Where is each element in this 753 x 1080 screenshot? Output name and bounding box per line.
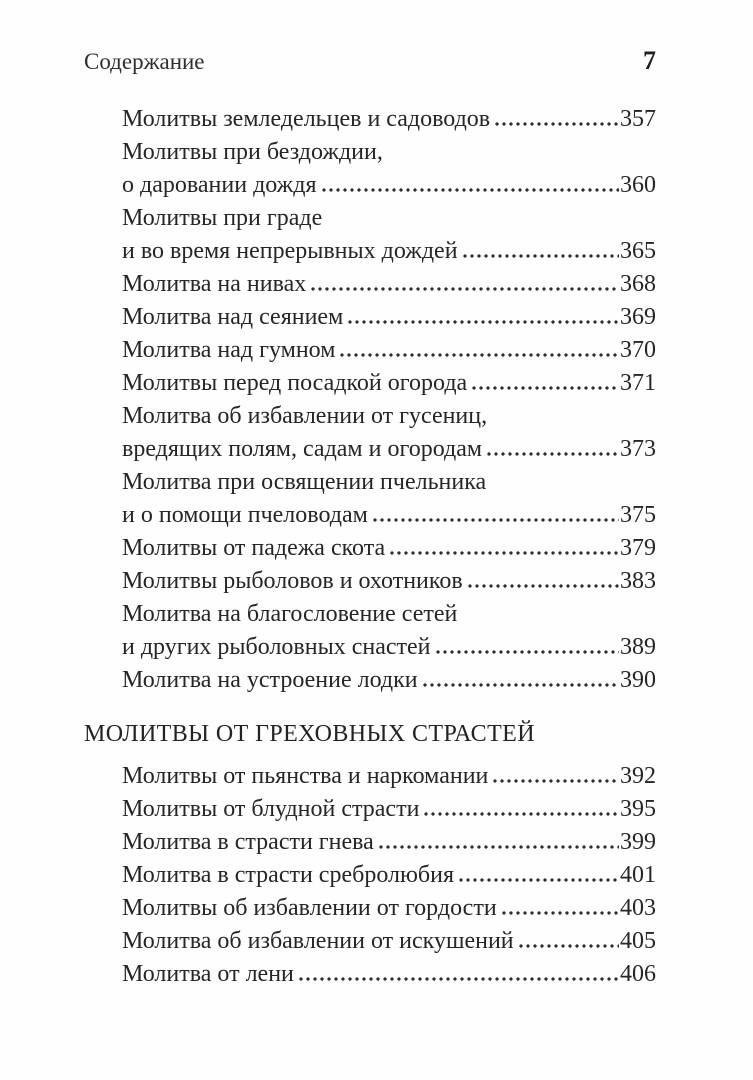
toc-entry-line bbox=[84, 499, 656, 532]
toc-entry-line bbox=[84, 334, 656, 367]
dot-leader bbox=[390, 551, 619, 555]
toc-entry-line bbox=[84, 631, 656, 664]
toc-entry-line bbox=[84, 268, 656, 301]
dot-leader bbox=[519, 944, 619, 948]
toc-entry-line bbox=[84, 760, 656, 793]
entry-page-number: 389 bbox=[620, 634, 656, 660]
entry-title: Молитвы от падежа скота bbox=[122, 535, 386, 561]
entry-page-number: 395 bbox=[620, 796, 656, 822]
toc-entry[interactable] bbox=[84, 826, 656, 859]
entry-page-number: 360 bbox=[620, 172, 656, 198]
toc-entry[interactable] bbox=[84, 136, 656, 202]
toc-entry[interactable] bbox=[84, 367, 656, 400]
entry-title: Молитвы от пьянства и наркомании bbox=[122, 763, 489, 789]
toc-entry[interactable] bbox=[84, 664, 656, 697]
toc-entry[interactable] bbox=[84, 892, 656, 925]
toc-entry-line bbox=[84, 892, 656, 925]
toc-entry-line bbox=[84, 925, 656, 958]
entry-title: вредящих полям, садам и огородам bbox=[122, 436, 483, 462]
entry-page-number: 370 bbox=[620, 337, 656, 363]
entry-page-number: 403 bbox=[620, 895, 656, 921]
entry-page-number: 383 bbox=[620, 568, 656, 594]
entry-page-number: 375 bbox=[620, 502, 656, 528]
entry-page-number: 405 bbox=[620, 928, 656, 954]
entry-title: Молитвы земледельцев и садоводов bbox=[122, 106, 491, 132]
dot-leader bbox=[340, 353, 619, 357]
toc-entry-line bbox=[84, 598, 656, 631]
dot-leader bbox=[436, 650, 619, 654]
entry-title: Молитвы при бездождии, bbox=[122, 139, 383, 165]
toc-entry[interactable] bbox=[84, 400, 656, 466]
entry-page-number: 399 bbox=[620, 829, 656, 855]
entry-page-number: 369 bbox=[620, 304, 656, 330]
toc-entry-line bbox=[84, 859, 656, 892]
entry-title: Молитвы перед посадкой огорода bbox=[122, 370, 468, 396]
entry-title: Молитва при освящении пчельника bbox=[122, 469, 487, 495]
dot-leader bbox=[311, 287, 619, 291]
dot-leader bbox=[468, 584, 619, 588]
toc-entry[interactable] bbox=[84, 565, 656, 598]
toc-entry[interactable] bbox=[84, 268, 656, 301]
entry-title: Молитва на благословение сетей bbox=[122, 601, 458, 627]
toc-entry-line bbox=[84, 793, 656, 826]
table-of-contents bbox=[84, 103, 656, 991]
toc-entry-line bbox=[84, 400, 656, 433]
entry-page-number: 392 bbox=[620, 763, 656, 789]
toc-entry-line bbox=[84, 169, 656, 202]
entry-page-number: 357 bbox=[620, 106, 656, 132]
dot-leader bbox=[493, 779, 619, 783]
dot-leader bbox=[299, 977, 619, 981]
toc-entry-line bbox=[84, 532, 656, 565]
entry-title: Молитвы от блудной страсти bbox=[122, 796, 420, 822]
dot-leader bbox=[348, 320, 619, 324]
toc-entry[interactable] bbox=[84, 202, 656, 268]
toc-entry[interactable] bbox=[84, 859, 656, 892]
toc-entry-line bbox=[84, 136, 656, 169]
entry-page-number: 368 bbox=[620, 271, 656, 297]
dot-leader bbox=[487, 452, 619, 456]
toc-entry-line bbox=[84, 301, 656, 334]
entry-title: Молитва от лени bbox=[122, 961, 294, 987]
toc-entry-line bbox=[84, 565, 656, 598]
entry-page-number: 371 bbox=[620, 370, 656, 396]
entry-title: Молитвы рыболовов и охотников bbox=[122, 568, 463, 594]
entry-title: Молитва над сеянием bbox=[122, 304, 344, 330]
entry-title: Молитва об избавлении от искушений bbox=[122, 928, 514, 954]
dot-leader bbox=[459, 878, 619, 882]
toc-entry[interactable] bbox=[84, 793, 656, 826]
entry-title: Молитва об избавлении от гусениц, bbox=[122, 403, 488, 429]
toc-entry-line bbox=[84, 664, 656, 697]
dot-leader bbox=[424, 812, 619, 816]
toc-entry[interactable] bbox=[84, 532, 656, 565]
running-title: Содержание bbox=[84, 49, 205, 74]
entry-title: и во время непрерывных дождей bbox=[122, 238, 458, 264]
dot-leader bbox=[502, 911, 619, 915]
entry-title: Молитва в страсти сребролюбия bbox=[122, 862, 455, 888]
dot-leader bbox=[322, 188, 619, 192]
entry-title: Молитвы при граде bbox=[122, 205, 323, 231]
toc-entry[interactable] bbox=[84, 301, 656, 334]
entry-title: Молитва над гумном bbox=[122, 337, 336, 363]
dot-leader bbox=[423, 683, 619, 687]
toc-entry[interactable] bbox=[84, 103, 656, 136]
toc-entry[interactable] bbox=[84, 958, 656, 991]
page-header bbox=[84, 46, 656, 77]
dot-leader bbox=[379, 845, 619, 849]
toc-entry-line bbox=[84, 958, 656, 991]
entry-title: Молитва на нивах bbox=[122, 271, 307, 297]
toc-entry[interactable] bbox=[84, 925, 656, 958]
entry-page-number: 373 bbox=[620, 436, 656, 462]
dot-leader bbox=[463, 254, 619, 258]
dot-leader bbox=[373, 518, 619, 522]
toc-entry[interactable] bbox=[84, 760, 656, 793]
page-number: 7 bbox=[643, 46, 656, 75]
toc-entry-line bbox=[84, 433, 656, 466]
toc-entry-line bbox=[84, 367, 656, 400]
entry-title: Молитва в страсти гнева bbox=[122, 829, 374, 855]
toc-entry-line bbox=[84, 826, 656, 859]
entry-title: Молитвы об избавлении от гордости bbox=[122, 895, 497, 921]
entry-page-number: 406 bbox=[620, 961, 656, 987]
dot-leader bbox=[495, 122, 619, 126]
entry-title: о даровании дождя bbox=[122, 172, 317, 198]
dot-leader bbox=[472, 386, 619, 390]
toc-entry[interactable] bbox=[84, 466, 656, 532]
entry-title: и других рыболовных снастей bbox=[122, 634, 431, 660]
toc-entry-line bbox=[84, 235, 656, 268]
entry-page-number: 379 bbox=[620, 535, 656, 561]
toc-entry-line bbox=[84, 466, 656, 499]
toc-entry[interactable] bbox=[84, 334, 656, 367]
entry-page-number: 365 bbox=[620, 238, 656, 264]
entry-page-number: 401 bbox=[620, 862, 656, 888]
entry-title: Молитва на устроение лодки bbox=[122, 667, 418, 693]
toc-entry[interactable] bbox=[84, 598, 656, 664]
entry-title: и о помощи пчеловодам bbox=[122, 502, 368, 528]
toc-entry-line bbox=[84, 103, 656, 136]
section-heading: МОЛИТВЫ ОТ ГРЕХОВНЫХ СТРАСТЕЙ bbox=[84, 721, 535, 747]
entry-page-number: 390 bbox=[620, 667, 656, 693]
toc-entry-line bbox=[84, 202, 656, 235]
